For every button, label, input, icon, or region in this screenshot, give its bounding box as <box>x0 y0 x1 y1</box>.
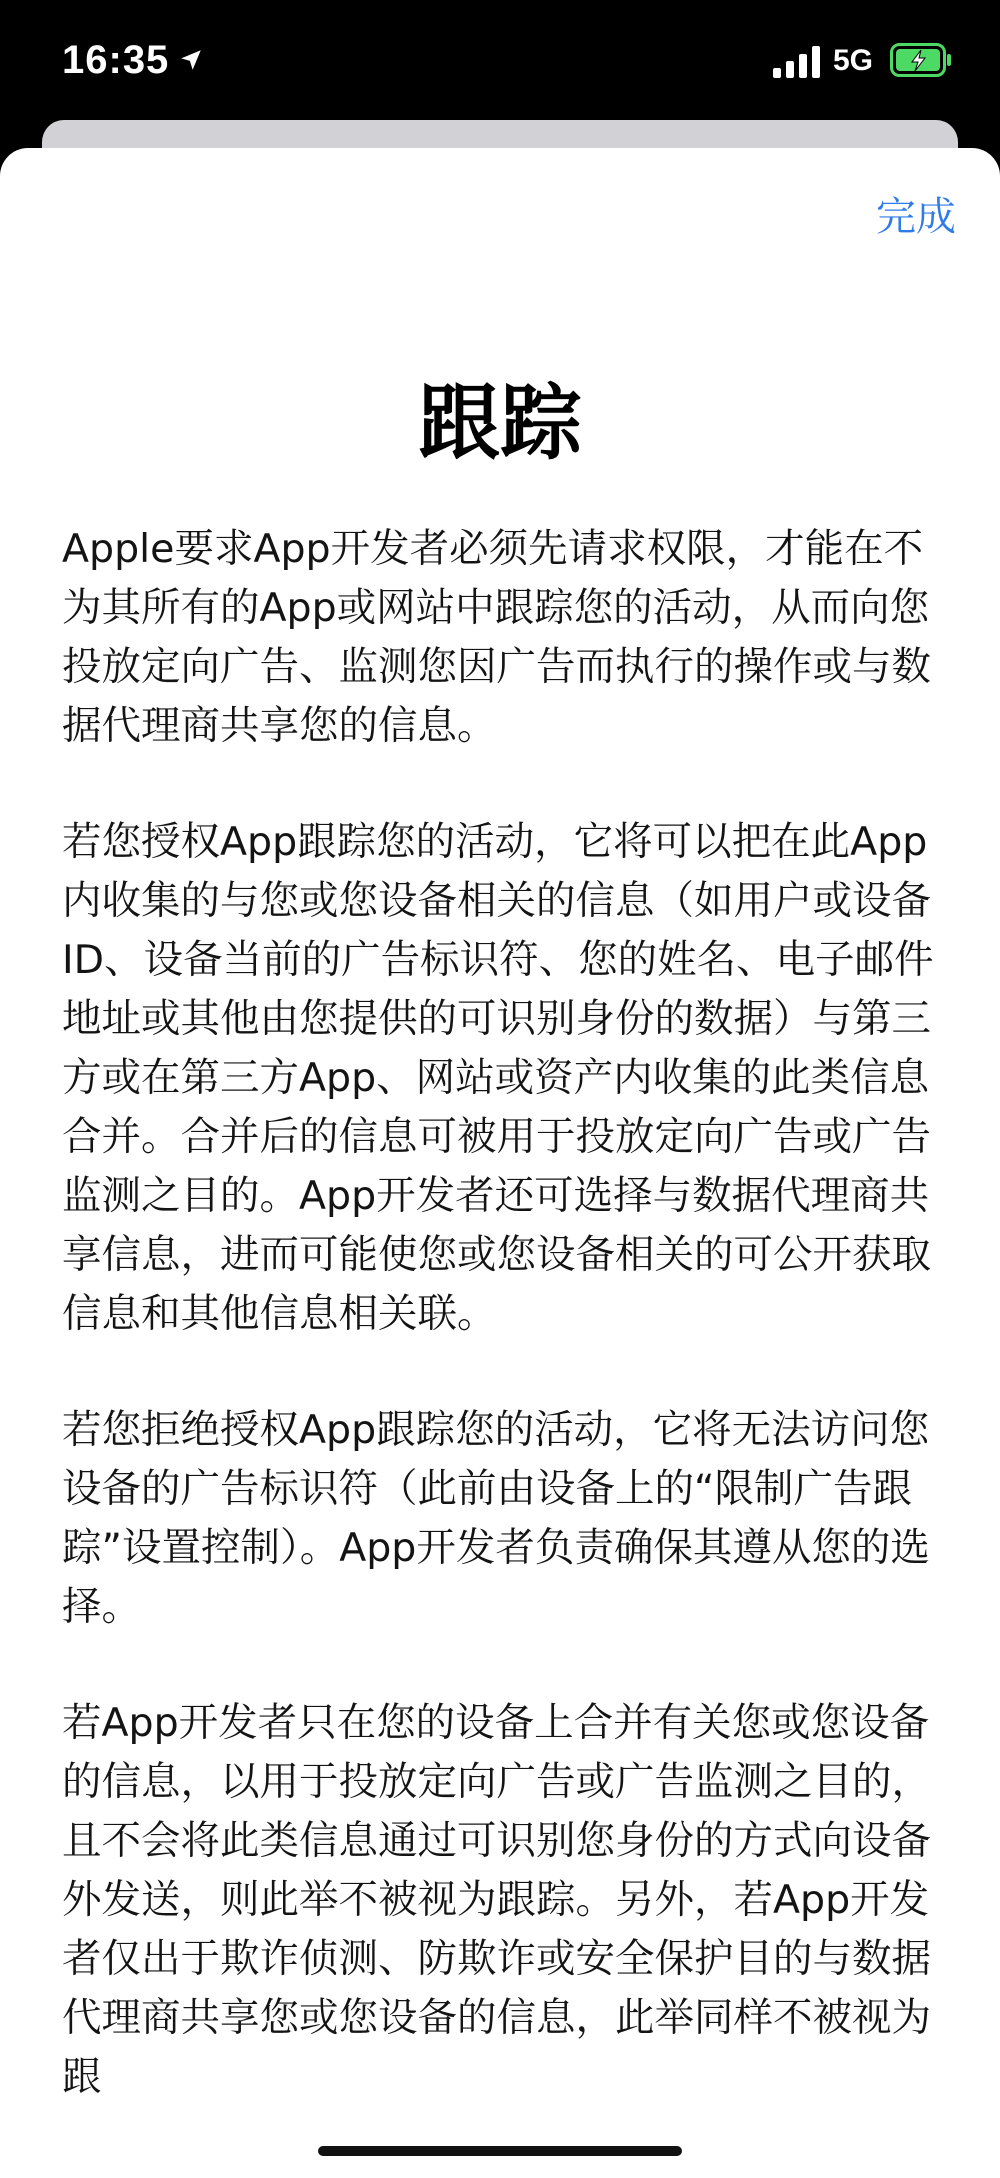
battery-charging-icon <box>890 43 952 77</box>
paragraph-allow-tracking: 若您授权App跟踪您的活动，它将可以把在此App内收集的与您或您设备相关的信息（如用户或设备ID、设备当前的广告标识符、您的姓名、电子邮件地址或其他由您提供的可识别身份的数据）与第三方或在第三方App、网站或资产内收集的此类信息合并。合并后的信息可被用于投放定向广告或广告监测之目的。App开发者还可选择与数据代理商共享信息，进而可能使您或您设备相关的可公开获取信息和其他信息相关联。 <box>62 819 934 1337</box>
page-title: 跟踪 <box>417 376 582 471</box>
done-button[interactable]: 完成 <box>876 194 956 240</box>
home-indicator[interactable] <box>318 2146 682 2156</box>
status-time: 16:35 <box>62 38 170 82</box>
cellular-signal-icon <box>773 46 821 78</box>
paragraph-on-device-exception: 若App开发者只在您的设备上合并有关您或您设备的信息，以用于投放定向广告或广告监测之目的，且不会将此类信息通过可识别您身份的方式向设备外发送，则此举不被视为跟踪。另外，若App开发者仅出于欺诈侦测、防欺诈或安全保护目的与数据代理商共享您或您设备的信息，此举同样不被视为跟 <box>62 1700 931 2100</box>
network-label: 5G <box>833 44 874 77</box>
status-bar <box>0 0 1000 130</box>
tracking-info-sheet <box>0 148 1000 2178</box>
location-arrow-icon <box>178 47 204 73</box>
body-text <box>62 520 950 2164</box>
paragraph-deny-tracking: 若您拒绝授权App跟踪您的活动，它将无法访问您设备的广告标识符（此前由设备上的“限制广告跟踪”设置控制）。App开发者负责确保其遵从您的选择。 <box>62 1407 930 1630</box>
paragraph-request-permission: Apple要求App开发者必须先请求权限，才能在不为其所有的App或网站中跟踪您的活动，从而向您投放定向广告、监测您因广告而执行的操作或与数据代理商共享您的信息。 <box>62 526 931 749</box>
